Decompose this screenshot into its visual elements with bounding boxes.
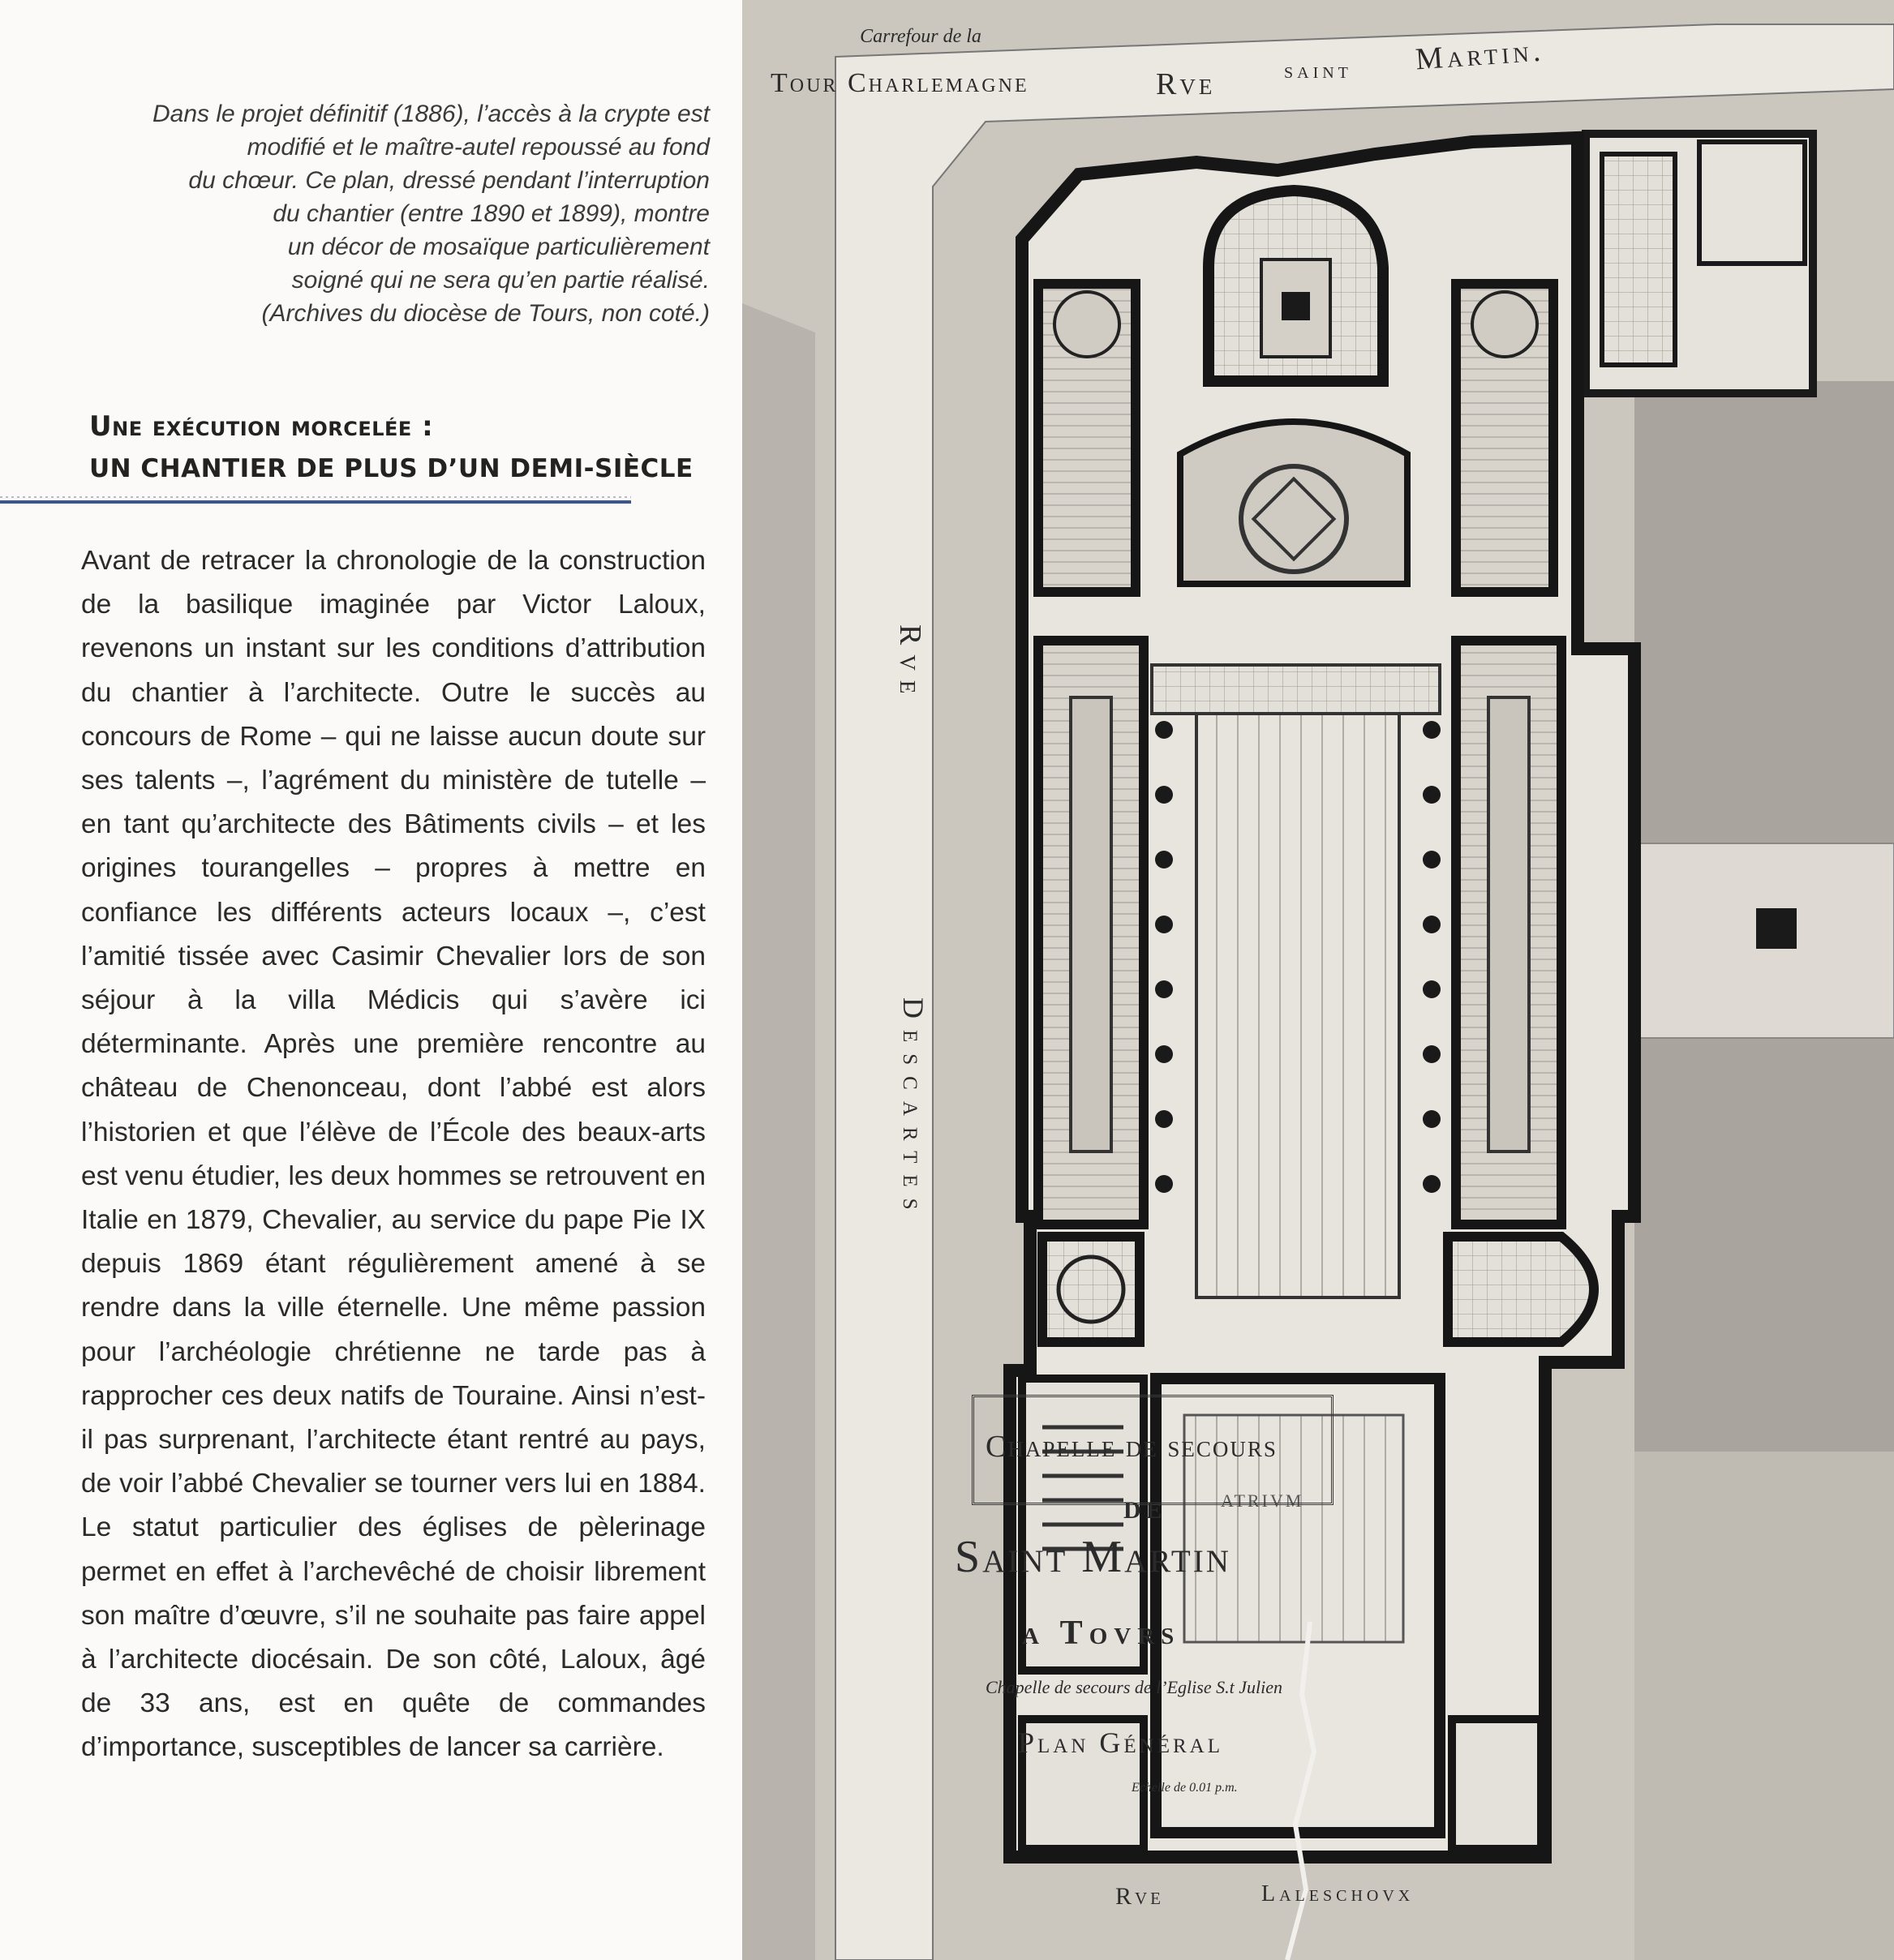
caption-line: (Archives du diocèse de Tours, non coté.) — [261, 300, 710, 327]
title-echelle: Echelle de 0.01 p.m. — [1132, 1781, 1238, 1795]
label-rue-top: Rve — [1156, 67, 1216, 101]
heading-dotted-rule — [0, 496, 631, 498]
label-rue-left: Rve — [893, 624, 927, 704]
label-laleschoux: Laleschovx — [1261, 1881, 1415, 1906]
label-carrefour: Carrefour de la — [860, 26, 981, 47]
floor-plan-illustration — [742, 0, 1894, 1960]
caption-line: modifié et le maître-autel repoussé au fond — [247, 134, 710, 161]
text-column — [0, 0, 742, 1960]
label-descartes: Descartes — [897, 997, 930, 1221]
heading-rule — [0, 500, 631, 504]
label-rue-bottom: Rve — [1115, 1883, 1165, 1910]
label-saint-top: saint — [1284, 58, 1352, 84]
figure-caption — [93, 97, 710, 330]
section-heading — [89, 405, 706, 490]
floor-plan-drawing — [742, 0, 1894, 1960]
title-plan-general: Plan Général — [1018, 1726, 1223, 1759]
label-martin-top: Martin. — [1414, 33, 1546, 77]
caption-line: un décor de mosaïque particulièrement — [287, 234, 710, 260]
body-text — [81, 539, 706, 1770]
body-paragraph: Avant de retracer la chronologie de la construction de la basilique imaginée par Victor Laloux, revenons un instant sur les conditions d’attribution du chantier à l’architecte. Outre le succès au concours de Rome – qui ne laisse aucun doute sur ses talents –, l’agrément du ministère de tutelle – en tant qu’architecte des Bâtiments civils – et les origines tourangelles – propres à mettre en confiance les différents acteurs locaux –, c’est l’amitié tissée avec Casimir Chevalier lors de son séjour à la villa Médicis qui s’avère ici déterminante. Après une première rencontre au château de Chenonceau, dont l’abbé est alors l’historien et que l’élève de l’École des beaux-arts est venu étudier, les deux hommes se retrouvent en Italie en 1879, Chevalier, au service du pape Pie IX depuis 1869 étant régulièrement amené à se rendre dans la ville éternelle. Une même passion pour l’archéologie chrétienne ne tarde pas à rapprocher ces deux natifs de Touraine. Ainsi n’est-il pas surprenant, l’architecte étant rentré au pays, de voir l’abbé Chevalier se tourner vers lui en 1884. Le statut particulier des églises de pèlerinage permet en effet à l’archevêché de choisir librement son maître d’œuvre, s’il ne souhaite pas faire appel à l’architecte diocésain. De son côté, Laloux, âgé de 33 ans, est en quête de commandes d’importance, susceptibles de lancer sa carrière. — [81, 546, 706, 1763]
title-saint-martin: Saint Martin — [955, 1532, 1231, 1582]
heading-line-1: Une exécution morcelée : — [89, 410, 434, 443]
label-tour-charlemagne: Tour Charlemagne — [771, 68, 1029, 98]
label-atrium: ATRIVM — [1221, 1490, 1304, 1511]
title-a-tours: a Tovrs — [1022, 1615, 1181, 1652]
title-subtitle: Chapelle de secours de l’Eglise S.t Julien — [986, 1677, 1282, 1697]
caption-line: du chœur. Ce plan, dressé pendant l’interruption — [188, 167, 710, 194]
title-de: DE — [1123, 1497, 1167, 1524]
caption-line: du chantier (entre 1890 et 1899), montre — [273, 200, 710, 227]
caption-line: soigné qui ne sera qu’en partie réalisé. — [291, 267, 710, 294]
caption-line: Dans le projet définitif (1886), l’accès à la crypte est — [152, 101, 710, 127]
heading-line-2: UN CHANTIER DE PLUS D’UN DEMI-SIÈCLE — [89, 454, 694, 483]
title-chapelle: Chapelle de secours — [986, 1430, 1278, 1464]
